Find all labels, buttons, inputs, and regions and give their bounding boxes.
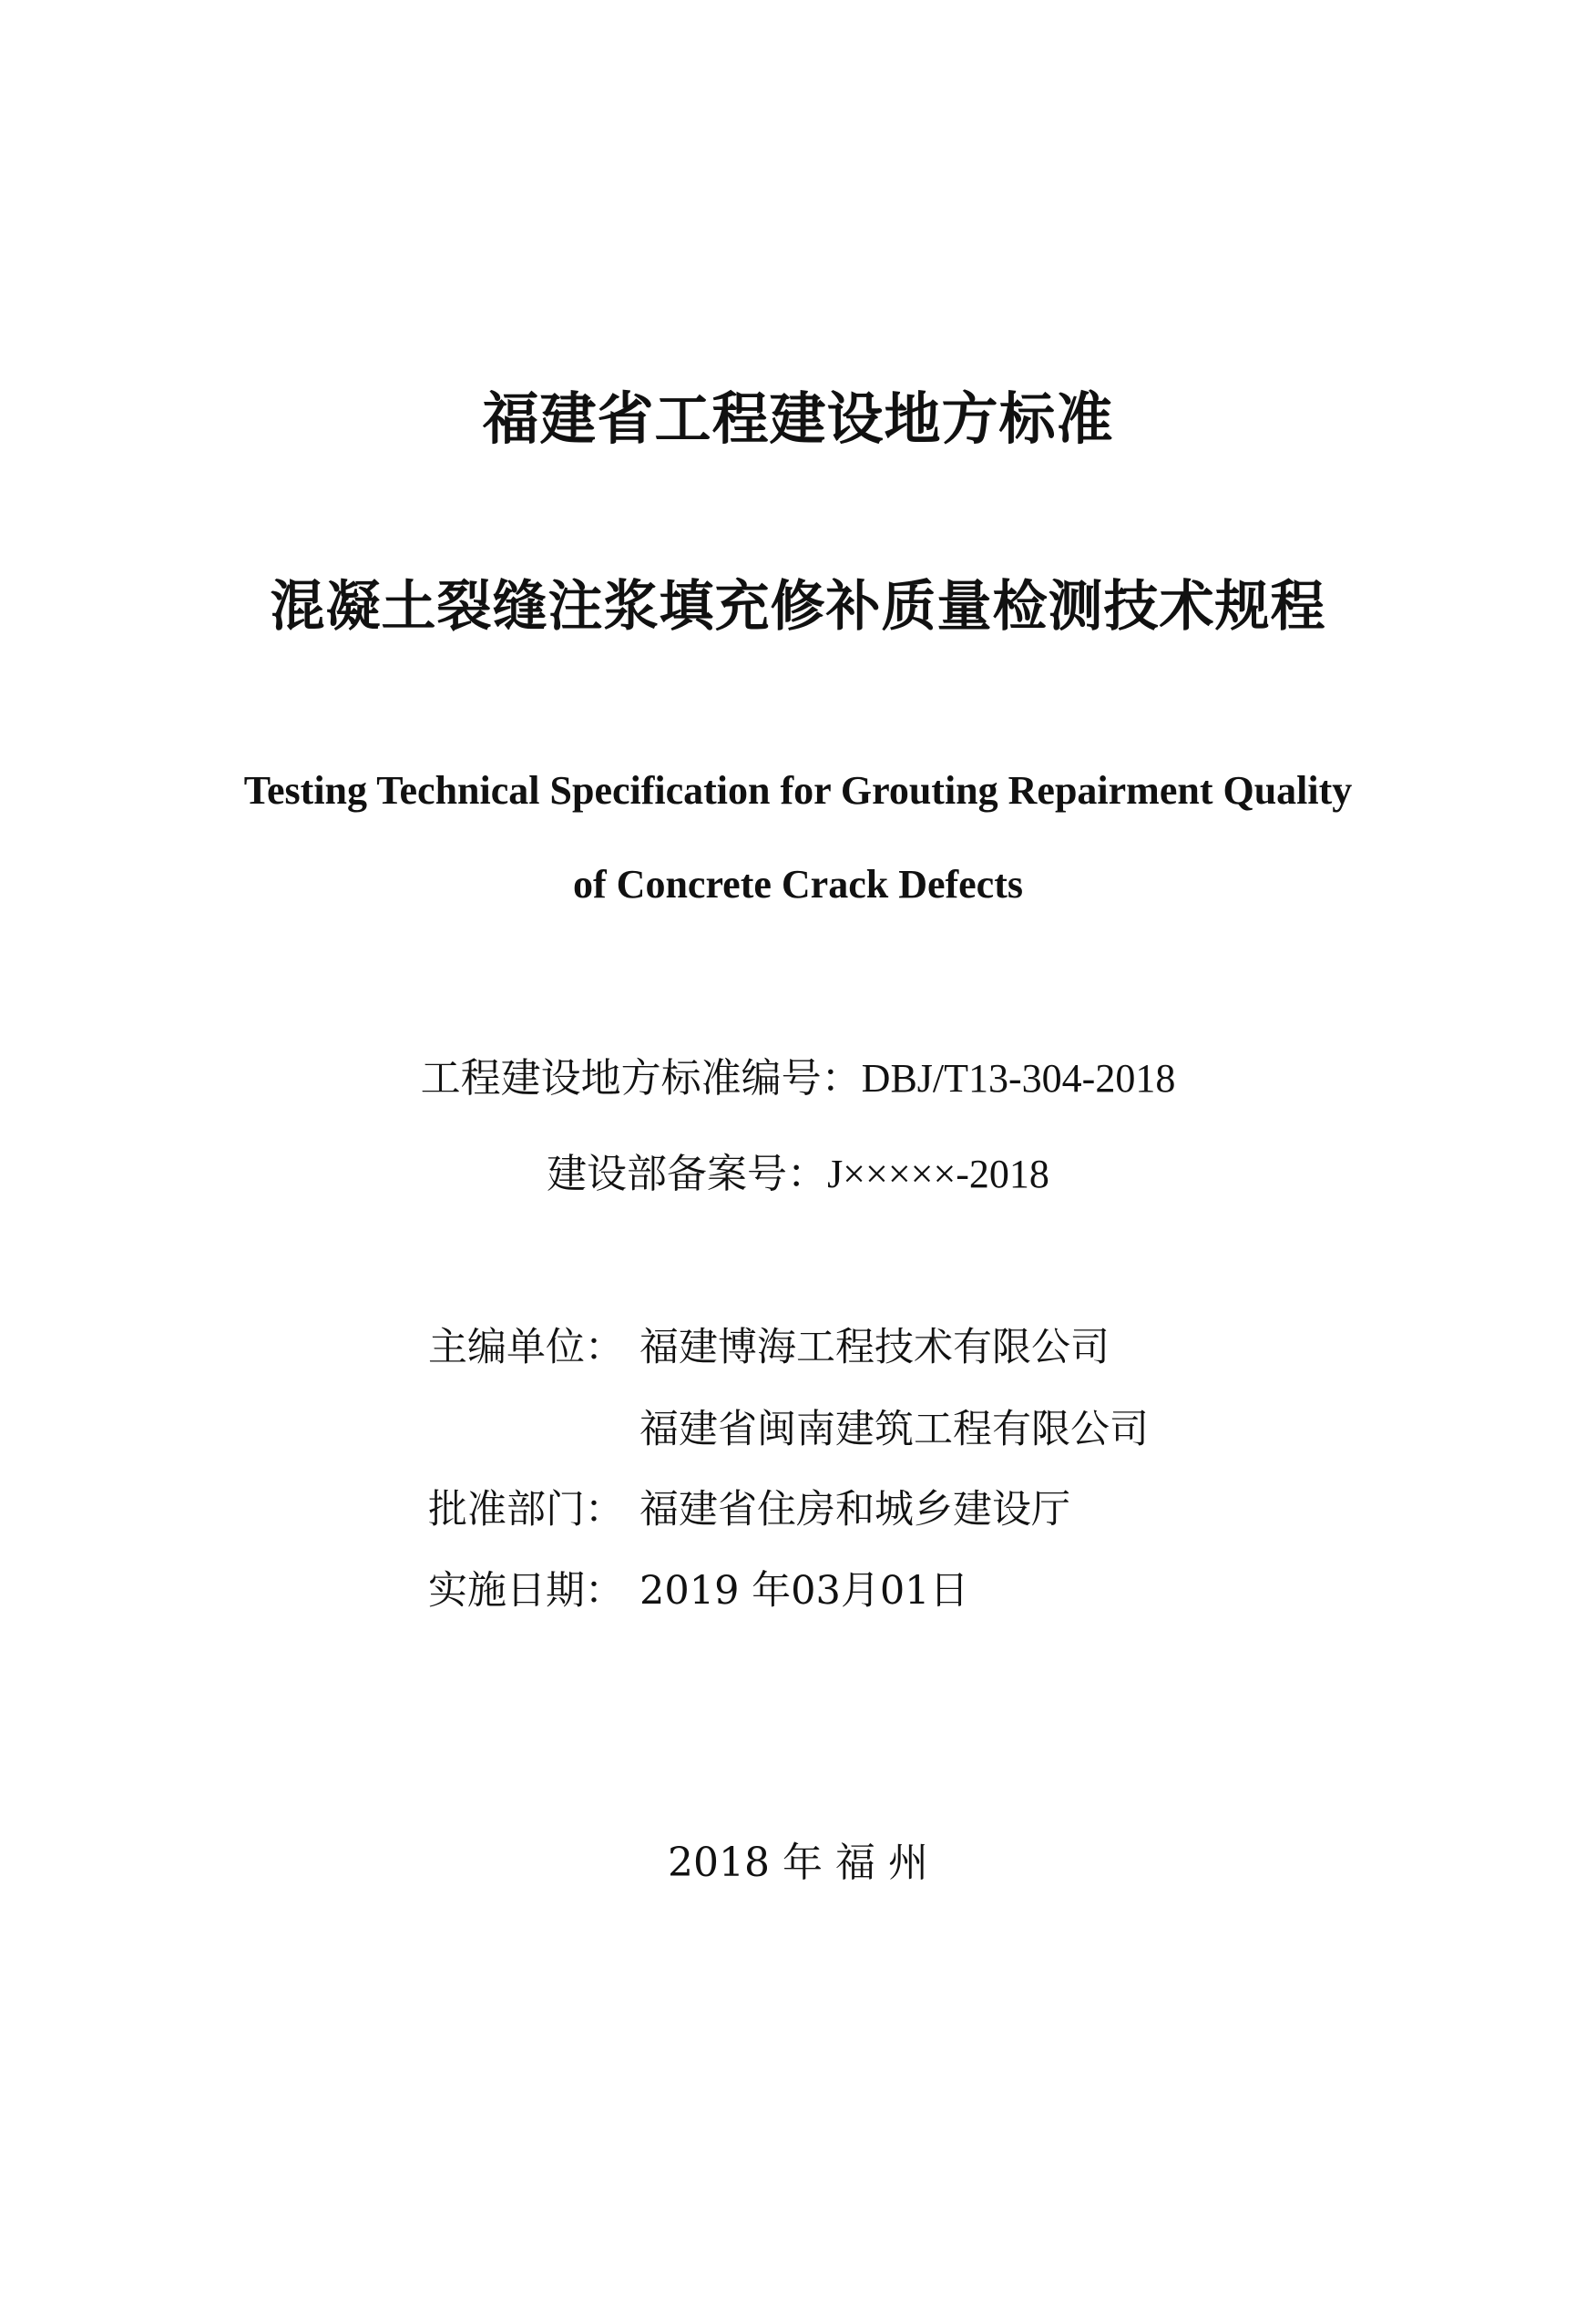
approval-department-row [428, 1479, 1070, 1534]
english-title-line-1: Testing Technical Specification for Grouting Repairment Quality [243, 768, 1353, 813]
standard-number-label: 工程建设地方标准编号： [420, 1055, 862, 1102]
effective-date-value: 2019 年03月01日 [639, 1568, 969, 1614]
effective-date-label: 实施日期： [428, 1568, 624, 1614]
english-title-line-2: of Concrete Crack Defects [573, 862, 1023, 907]
chief-editor-org-2: 福建省闽南建筑工程有限公司 [639, 1407, 1149, 1452]
record-number-value: J×××××-2018 [827, 1152, 1049, 1196]
approval-department-label: 批准部门： [428, 1487, 624, 1533]
series-title: 福建省工程建设地方标准 [482, 385, 1114, 452]
standard-number [0, 1045, 1596, 1103]
standard-number-value: DBJ/T13-304-2018 [861, 1056, 1176, 1101]
effective-date-row [428, 1560, 969, 1615]
record-number [0, 1141, 1596, 1199]
chief-editor-label: 主编单位： [428, 1325, 624, 1370]
chief-editor-row-2 [428, 1399, 1149, 1454]
approval-department-value: 福建省住房和城乡建设厅 [639, 1487, 1070, 1533]
chief-editor-row [428, 1317, 1110, 1372]
publication-year-place: 2018 年 福 州 [668, 1840, 928, 1886]
chief-editor-org-1: 福建博海工程技术有限公司 [639, 1325, 1110, 1370]
record-number-label: 建设部备案号： [547, 1151, 828, 1197]
main-title: 混凝土裂缝注浆填充修补质量检测技术规程 [270, 575, 1326, 639]
